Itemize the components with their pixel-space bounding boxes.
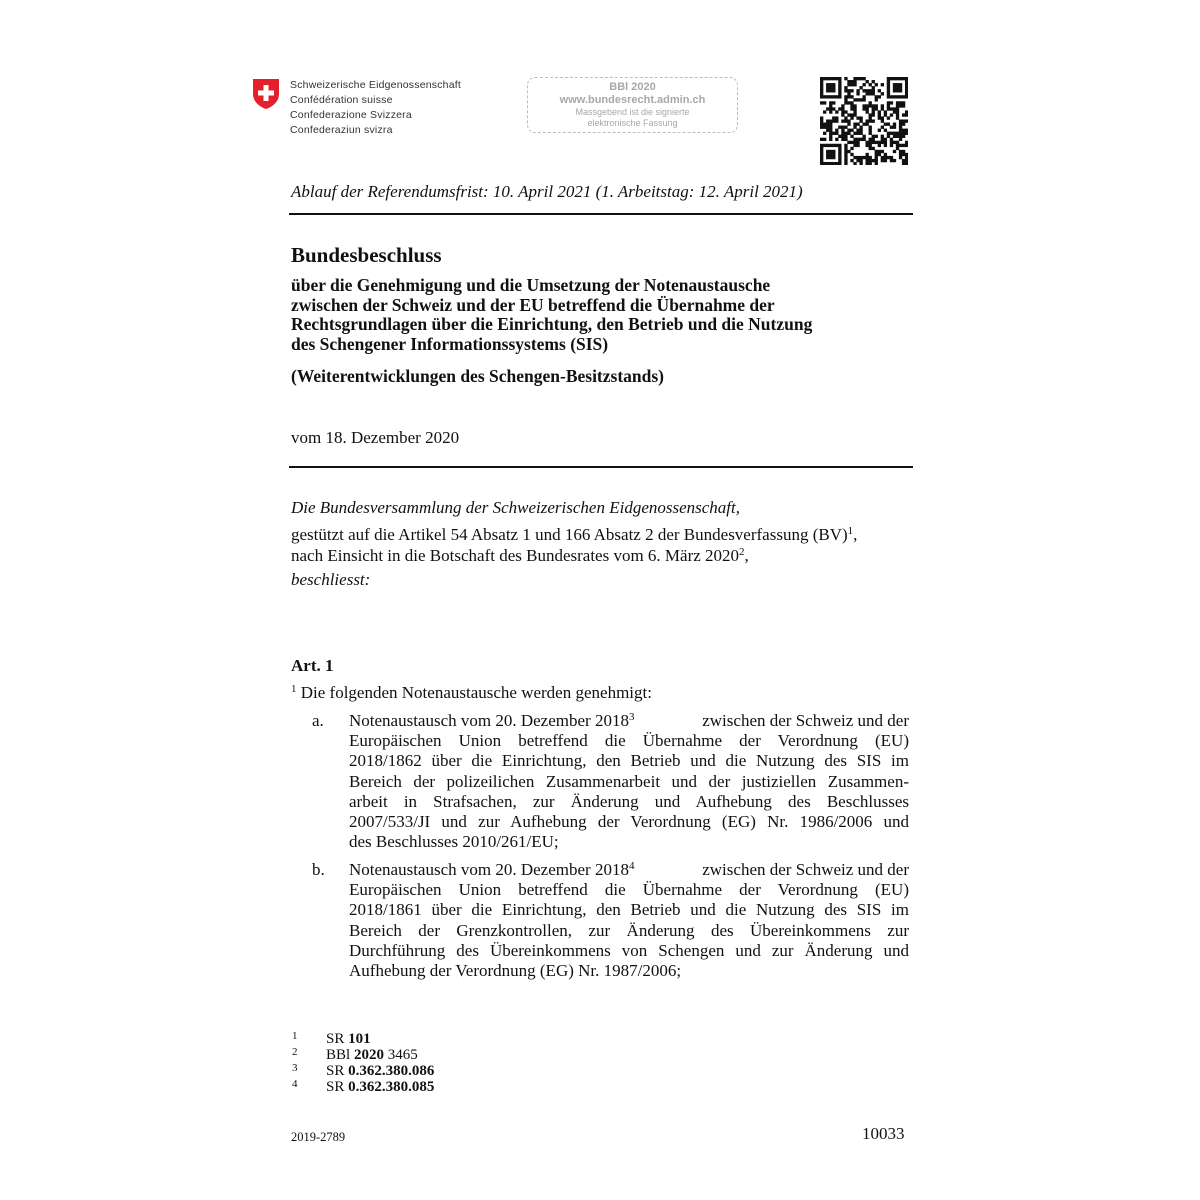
stamp-gazette: BBl 2020 (609, 81, 656, 93)
list-item-label: a. (312, 711, 324, 730)
item-line: Bereich der Grenzkontrollen, zur Änderung des Übereinkommens zur (349, 920, 909, 940)
subtitle-line: zwischen der Schweiz und der EU betreffend die Übernahme der (291, 294, 775, 315)
footnote-prefix: SR (326, 1079, 349, 1095)
item-line-text: zwischen der Schweiz und der (702, 711, 909, 730)
footnote-ref-bold: 0.362.380.085 (348, 1079, 435, 1095)
confederation-name-de: Schweizerische Eidgenossenschaft (290, 79, 461, 91)
referendum-deadline: Ablauf der Referendumsfrist: 10. April 2021 (1. Arbeitstag: 12. April 2021) (291, 182, 803, 201)
preamble-message (291, 546, 749, 566)
stamp-note-2: elektronische Fassung (587, 118, 678, 128)
preamble-message-end: , (744, 546, 749, 565)
footnote-prefix: BBl (326, 1047, 354, 1063)
paragraph-text: Die folgenden Notenaustausche werden genehmigt: (300, 683, 652, 702)
document-number: 2019-2789 (291, 1130, 346, 1144)
subtitle-line: Rechtsgrundlagen über die Einrichtung, den Betrieb und die Nutzung (291, 314, 813, 334)
footnote-ref-bold: 101 (348, 1031, 371, 1047)
preamble-message-text: nach Einsicht in die Botschaft des Bundesrates vom 6. März 2020 (291, 546, 740, 565)
preamble-basis-end: , (853, 525, 858, 544)
stamp-url: www.bundesrecht.admin.ch (559, 94, 706, 106)
swiss-coat-of-arms-icon (252, 78, 280, 110)
publication-stamp (527, 77, 738, 133)
footnote-text (326, 1063, 434, 1079)
item-line: des Beschlusses 2010/261/EU; (349, 832, 559, 852)
footnote-suffix: 3465 (383, 1047, 418, 1063)
preamble-assembly: Die Bundesversammlung der Schweizerischen Eidgenossenschaft, (291, 498, 740, 517)
footnote-ref[interactable]: 1 (847, 525, 854, 537)
item-line: arbeit in Strafsachen, zur Änderung und Aufhebung des Beschlusses (349, 791, 909, 811)
stamp-note-1: Massgebend ist die signierte (575, 107, 690, 117)
confederation-name-fr: Confédération suisse (290, 94, 393, 106)
subtitle-line: über die Genehmigung und die Umsetzung der Notenaustausche (291, 275, 771, 295)
item-line: Aufhebung der Verordnung (EG) Nr. 1987/2006; (349, 961, 682, 981)
footnote-text (326, 1031, 371, 1047)
title-rule (289, 466, 913, 468)
item-line-text: Notenaustausch vom 20. Dezember 2018 (349, 860, 629, 879)
footnote-text (326, 1047, 418, 1063)
footnote-number: 3 (292, 1062, 298, 1074)
confederation-name-it: Confederazione Svizzera (290, 109, 412, 121)
item-line-start (349, 860, 634, 880)
document-title: Bundesbeschluss (291, 243, 442, 267)
list-item-text (349, 860, 909, 981)
item-line: 2007/533/JI und zur Aufhebung der Verordnung (EG) Nr. 1986/2006 und (349, 812, 909, 832)
footnote-ref[interactable]: 4 (628, 860, 635, 872)
subtitle-line: des Schengener Informationssystems (SIS) (291, 333, 609, 354)
list-item-label: b. (312, 860, 325, 879)
footnote-ref-bold: 2020 (353, 1047, 384, 1063)
confederation-name-rm: Confederaziun svizra (290, 124, 393, 136)
item-line-start (349, 711, 634, 731)
item-line (349, 711, 909, 731)
confederation-names (290, 78, 461, 138)
item-line-text: zwischen der Schweiz und der (702, 860, 909, 879)
header-rule (289, 213, 913, 215)
footnote-ref-bold: 0.362.380.086 (348, 1063, 435, 1079)
item-line-text: Notenaustausch vom 20. Dezember 2018 (349, 711, 629, 730)
footnote-number: 1 (292, 1030, 298, 1042)
item-line: Durchführung des Übereinkommens von Schengen und zur Änderung und (349, 940, 909, 960)
item-line: 2018/1862 über die Einrichtung, den Betrieb und die Nutzung des SIS im (349, 751, 909, 771)
item-line: 2018/1861 über die Einrichtung, den Betrieb und die Nutzung des SIS im (349, 900, 909, 920)
footnote-prefix: SR (326, 1063, 349, 1079)
footnote-ref[interactable]: 3 (628, 711, 635, 723)
item-line: Europäischen Union betreffend die Übernahme der Verordnung (EU) (349, 731, 909, 751)
item-line: Europäischen Union betreffend die Übernahme der Verordnung (EU) (349, 880, 909, 900)
item-line (349, 860, 909, 880)
footnote-number: 4 (292, 1078, 298, 1090)
document-date: vom 18. Dezember 2020 (291, 428, 460, 447)
preamble-basis (291, 525, 857, 545)
footnote-prefix: SR (326, 1031, 349, 1047)
article-paragraph (291, 683, 652, 703)
qr-code-icon (820, 77, 908, 165)
footnote-text (326, 1079, 434, 1095)
preamble-basis-text: gestützt auf die Artikel 54 Absatz 1 und 166 Absatz 2 der Bundesverfassung (BV) (291, 525, 848, 544)
article-heading: Art. 1 (291, 656, 334, 675)
item-line: Bereich der polizeilichen Zusammenarbeit und der justiziellen Zusammen- (349, 771, 909, 791)
document-subtitle-parenthetical: (Weiterentwicklungen des Schengen-Besitzstands) (291, 366, 665, 386)
footnote-ref[interactable]: 2 (739, 546, 745, 558)
list-item-text (349, 711, 909, 852)
preamble-resolves: beschliesst: (291, 570, 371, 589)
page-number: 10033 (862, 1124, 905, 1143)
footnote-number: 2 (292, 1046, 298, 1058)
paragraph-number: 1 (291, 683, 297, 695)
document-subtitle (291, 276, 913, 354)
